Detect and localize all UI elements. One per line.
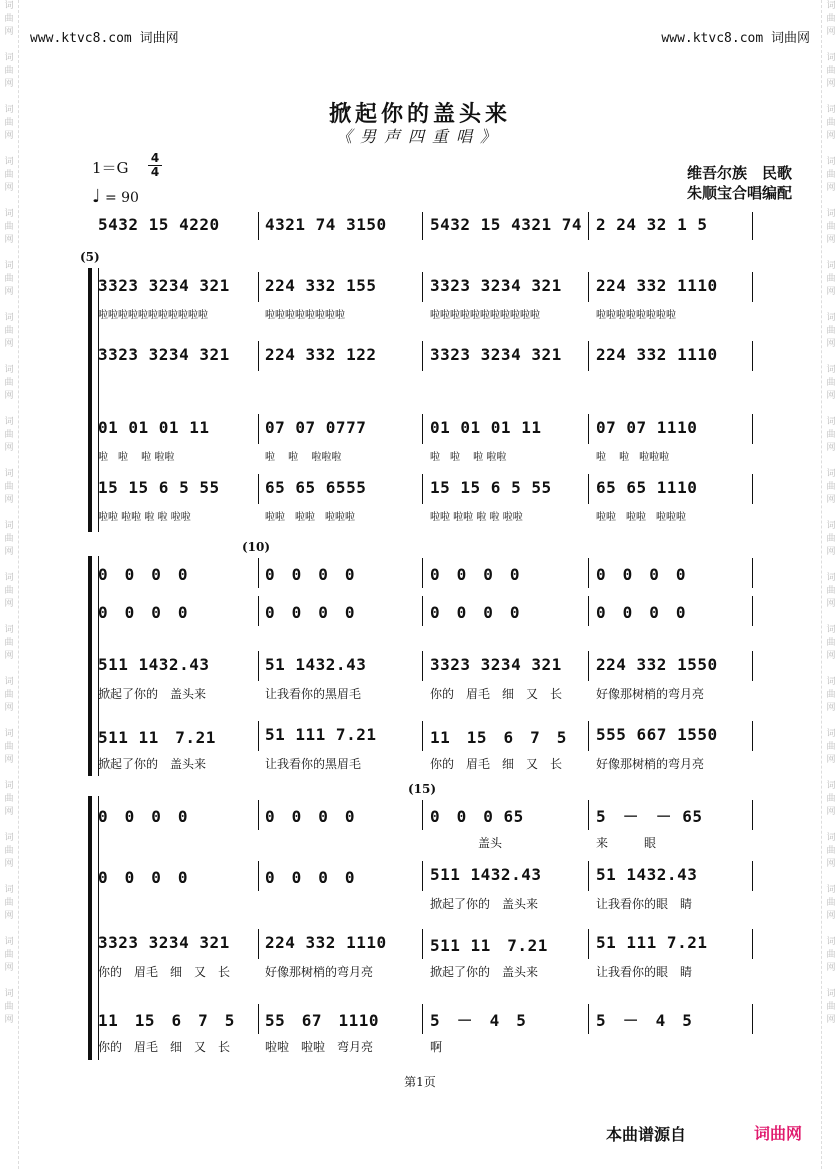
barline	[258, 800, 259, 830]
measure-notes: 5 － 4 5	[430, 1011, 527, 1030]
barline	[258, 721, 259, 751]
measure-notes: 224 332 1110	[596, 276, 718, 295]
lyric-line: 好像那树梢的弯月亮	[596, 687, 705, 701]
measure-notes: 0 0 0 0	[596, 565, 687, 584]
lyric-line: 让我看你的眼 睛	[596, 965, 693, 979]
barline	[422, 272, 423, 302]
barline	[752, 558, 753, 588]
measure-notes: 51 111 7.21	[596, 933, 708, 952]
measure-notes: 3323 3234 321	[98, 345, 230, 364]
measure-notes: 0 0 0 0	[98, 807, 189, 826]
barline	[422, 1004, 423, 1034]
system-bracket	[88, 556, 92, 776]
measure-notes: 11 15 6 7 5	[430, 728, 567, 747]
lyric-line: 你的 眉毛 细 又 长	[98, 1040, 231, 1054]
barline	[588, 1004, 589, 1034]
barline	[588, 651, 589, 681]
lyric-line: 啦 啦 啦啦啦	[265, 452, 342, 463]
quarter-note-icon: ♩	[92, 186, 101, 207]
measure-mark-15: (15)	[408, 782, 437, 796]
measure-notes: 0 0 0 0	[98, 868, 189, 887]
tempo-marking	[92, 186, 139, 207]
lyric-line: 啦 啦 啦啦啦	[596, 452, 670, 463]
lyric-line: 好像那树梢的弯月亮	[265, 965, 374, 979]
song-title: 掀起你的盖头来	[328, 101, 511, 127]
barline	[752, 1004, 753, 1034]
barline	[752, 800, 753, 830]
barline	[258, 474, 259, 504]
barline	[422, 861, 423, 891]
song-subtitle: 《男声四重唱》	[335, 127, 504, 146]
time-signature-top: 4	[150, 151, 160, 165]
barline	[588, 721, 589, 751]
intro-measure-2: 4321 74 3150	[265, 215, 387, 234]
key-signature: 1＝G	[92, 159, 129, 177]
barline	[258, 929, 259, 959]
measure-notes: 15 15 6 5 55	[430, 478, 552, 497]
barline	[588, 800, 589, 830]
barline	[752, 929, 753, 959]
measure-notes: 0 0 0 0	[265, 868, 356, 887]
measure-notes: 5 － 4 5	[596, 1011, 693, 1030]
measure-notes: 0 0 0 0	[98, 603, 189, 622]
lyric-line: 啦啦啦啦啦啦啦啦啦啦啦	[98, 310, 208, 321]
measure-notes: 3323 3234 321	[430, 655, 562, 674]
lyric-line: 让我看你的眼 睛	[596, 897, 693, 911]
intro-measure-1: 5432 15 4220	[98, 215, 220, 234]
barline	[258, 341, 259, 371]
barline	[588, 929, 589, 959]
lyric-line: 啦啦 啦啦 啦 啦 啦啦	[98, 512, 191, 523]
measure-notes: 51 1432.43	[265, 655, 367, 674]
site-url-left[interactable]: www.ktvc8.com 词曲网	[30, 31, 179, 46]
measure-notes: 511 11 7.21	[98, 728, 216, 747]
measure-notes: 0 0 0 65	[430, 807, 524, 826]
lyric-line: 啦 啦 啦 啦啦	[430, 452, 507, 463]
measure-notes: 5 － － 65	[596, 807, 703, 826]
measure-notes: 511 1432.43	[98, 655, 210, 674]
credit-arranger: 朱顺宝合唱编配	[686, 184, 792, 202]
lyric-line: 啦啦 啦啦 啦啦啦	[265, 512, 355, 523]
barline	[752, 414, 753, 444]
barline	[258, 861, 259, 891]
measure-notes: 07 07 1110	[596, 418, 698, 437]
lyric-line: 你的 眉毛 细 又 长	[430, 757, 563, 771]
intro-measure-4: 2 24 32 1 5	[596, 215, 708, 234]
source-label: 本曲谱源自	[606, 1125, 687, 1144]
measure-notes: 224 332 155	[265, 276, 377, 295]
barline	[422, 596, 423, 626]
measure-notes: 0 0 0 0	[596, 603, 687, 622]
barline	[752, 212, 753, 240]
barline	[752, 651, 753, 681]
measure-notes: 511 11 7.21	[430, 936, 548, 955]
credit-origin: 维吾尔族 民歌	[686, 164, 792, 182]
barline	[422, 558, 423, 588]
measure-notes: 3323 3234 321	[430, 345, 562, 364]
measure-notes: 511 1432.43	[430, 865, 542, 884]
measure-notes: 3323 3234 321	[98, 933, 230, 952]
time-signature-bottom: 4	[148, 165, 162, 179]
lyric-line: 掀起了你的 盖头来	[98, 687, 207, 701]
lyric-line: 盖头	[430, 836, 503, 850]
tempo-value: = 90	[104, 190, 139, 206]
barline	[422, 929, 423, 959]
measure-notes: 3323 3234 321	[98, 276, 230, 295]
barline	[422, 414, 423, 444]
lyric-line: 你的 眉毛 细 又 长	[98, 965, 231, 979]
intro-measure-3: 5432 15 4321 74	[430, 215, 582, 234]
measure-notes: 224 332 1110	[265, 933, 387, 952]
barline	[422, 721, 423, 751]
measure-notes: 07 07 0777	[265, 418, 367, 437]
barline	[258, 272, 259, 302]
measure-notes: 224 332 1550	[596, 655, 718, 674]
barline	[752, 861, 753, 891]
barline	[588, 414, 589, 444]
barline	[752, 596, 753, 626]
lyric-line: 来 眼	[596, 836, 657, 850]
measure-notes: 224 332 1110	[596, 345, 718, 364]
barline	[258, 651, 259, 681]
side-watermark-left: 词 曲 网 词 曲 网 词 曲 网 词 曲 网 词 曲 网 词 曲 网 词 曲 网 词 曲 网 词 曲 网 词 曲 网 词 曲 网 词 曲 网 词 曲 网 词 曲 网 词 曲 网 词 曲 网 词 曲 网 词 曲 网 词 曲 网 词 曲 网	[0, 0, 19, 1169]
measure-notes: 0 0 0 0	[430, 603, 521, 622]
measure-notes: 55 67 1110	[265, 1011, 380, 1030]
barline	[588, 596, 589, 626]
barline	[588, 861, 589, 891]
barline	[258, 212, 259, 240]
lyric-line: 你的 眉毛 细 又 长	[430, 687, 563, 701]
measure-notes: 51 111 7.21	[265, 725, 377, 744]
measure-notes: 555 667 1550	[596, 725, 718, 744]
measure-notes: 65 65 6555	[265, 478, 367, 497]
barline	[258, 1004, 259, 1034]
measure-notes: 0 0 0 0	[98, 565, 189, 584]
lyric-line: 啊	[430, 1040, 443, 1054]
barline	[258, 558, 259, 588]
site-url-right[interactable]: www.ktvc8.com 词曲网	[661, 31, 810, 46]
barline	[588, 272, 589, 302]
lyric-line: 让我看你的黑眉毛	[265, 757, 362, 771]
barline	[588, 474, 589, 504]
barline	[258, 414, 259, 444]
lyric-line: 啦啦啦啦啦啦啦啦	[265, 310, 345, 321]
barline	[258, 596, 259, 626]
measure-mark-5: (5)	[80, 250, 100, 264]
barline	[752, 341, 753, 371]
lyric-line: 掀起了你的 盖头来	[430, 897, 539, 911]
time-signature	[148, 152, 162, 179]
measure-notes: 15 15 6 5 55	[98, 478, 220, 497]
barline	[752, 272, 753, 302]
measure-notes: 65 65 1110	[596, 478, 698, 497]
side-watermark-right: 词 曲 网 词 曲 网 词 曲 网 词 曲 网 词 曲 网 词 曲 网 词 曲 网 词 曲 网 词 曲 网 词 曲 网 词 曲 网 词 曲 网 词 曲 网 词 曲 网 词 曲 网 词 曲 网 词 曲 网 词 曲 网 词 曲 网 词 曲 网	[821, 0, 840, 1169]
lyric-line: 让我看你的黑眉毛	[265, 687, 362, 701]
site-logo[interactable]: 词曲网	[754, 1124, 803, 1143]
measure-notes: 11 15 6 7 5	[98, 1011, 235, 1030]
lyric-line: 掀起了你的 盖头来	[98, 757, 207, 771]
system-bracket	[88, 796, 92, 1060]
measure-notes: 0 0 0 0	[430, 565, 521, 584]
lyric-line: 啦啦 啦啦 弯月亮	[265, 1040, 374, 1054]
page-number: 第1页	[404, 1075, 436, 1089]
lyric-line: 啦啦 啦啦 啦啦啦	[596, 512, 686, 523]
measure-mark-10: (10)	[242, 540, 271, 554]
measure-notes: 224 332 122	[265, 345, 377, 364]
barline	[422, 341, 423, 371]
measure-notes: 0 0 0 0	[265, 807, 356, 826]
measure-notes: 01 01 01 11	[430, 418, 542, 437]
measure-notes: 51 1432.43	[596, 865, 698, 884]
barline	[588, 341, 589, 371]
barline	[422, 800, 423, 830]
barline	[752, 721, 753, 751]
lyric-line: 啦 啦 啦 啦啦	[98, 452, 175, 463]
lyric-line: 啦啦啦啦啦啦啦啦	[596, 310, 676, 321]
measure-notes: 3323 3234 321	[430, 276, 562, 295]
measure-notes: 0 0 0 0	[265, 603, 356, 622]
lyric-line: 啦啦啦啦啦啦啦啦啦啦啦	[430, 310, 540, 321]
barline	[422, 474, 423, 504]
lyric-line: 好像那树梢的弯月亮	[596, 757, 705, 771]
barline	[422, 651, 423, 681]
barline	[752, 474, 753, 504]
lyric-line: 掀起了你的 盖头来	[430, 965, 539, 979]
lyric-line: 啦啦 啦啦 啦 啦 啦啦	[430, 512, 523, 523]
measure-notes: 0 0 0 0	[265, 565, 356, 584]
barline	[588, 558, 589, 588]
barline	[588, 212, 589, 240]
barline	[422, 212, 423, 240]
system-bracket	[88, 268, 92, 532]
measure-notes: 01 01 01 11	[98, 418, 210, 437]
